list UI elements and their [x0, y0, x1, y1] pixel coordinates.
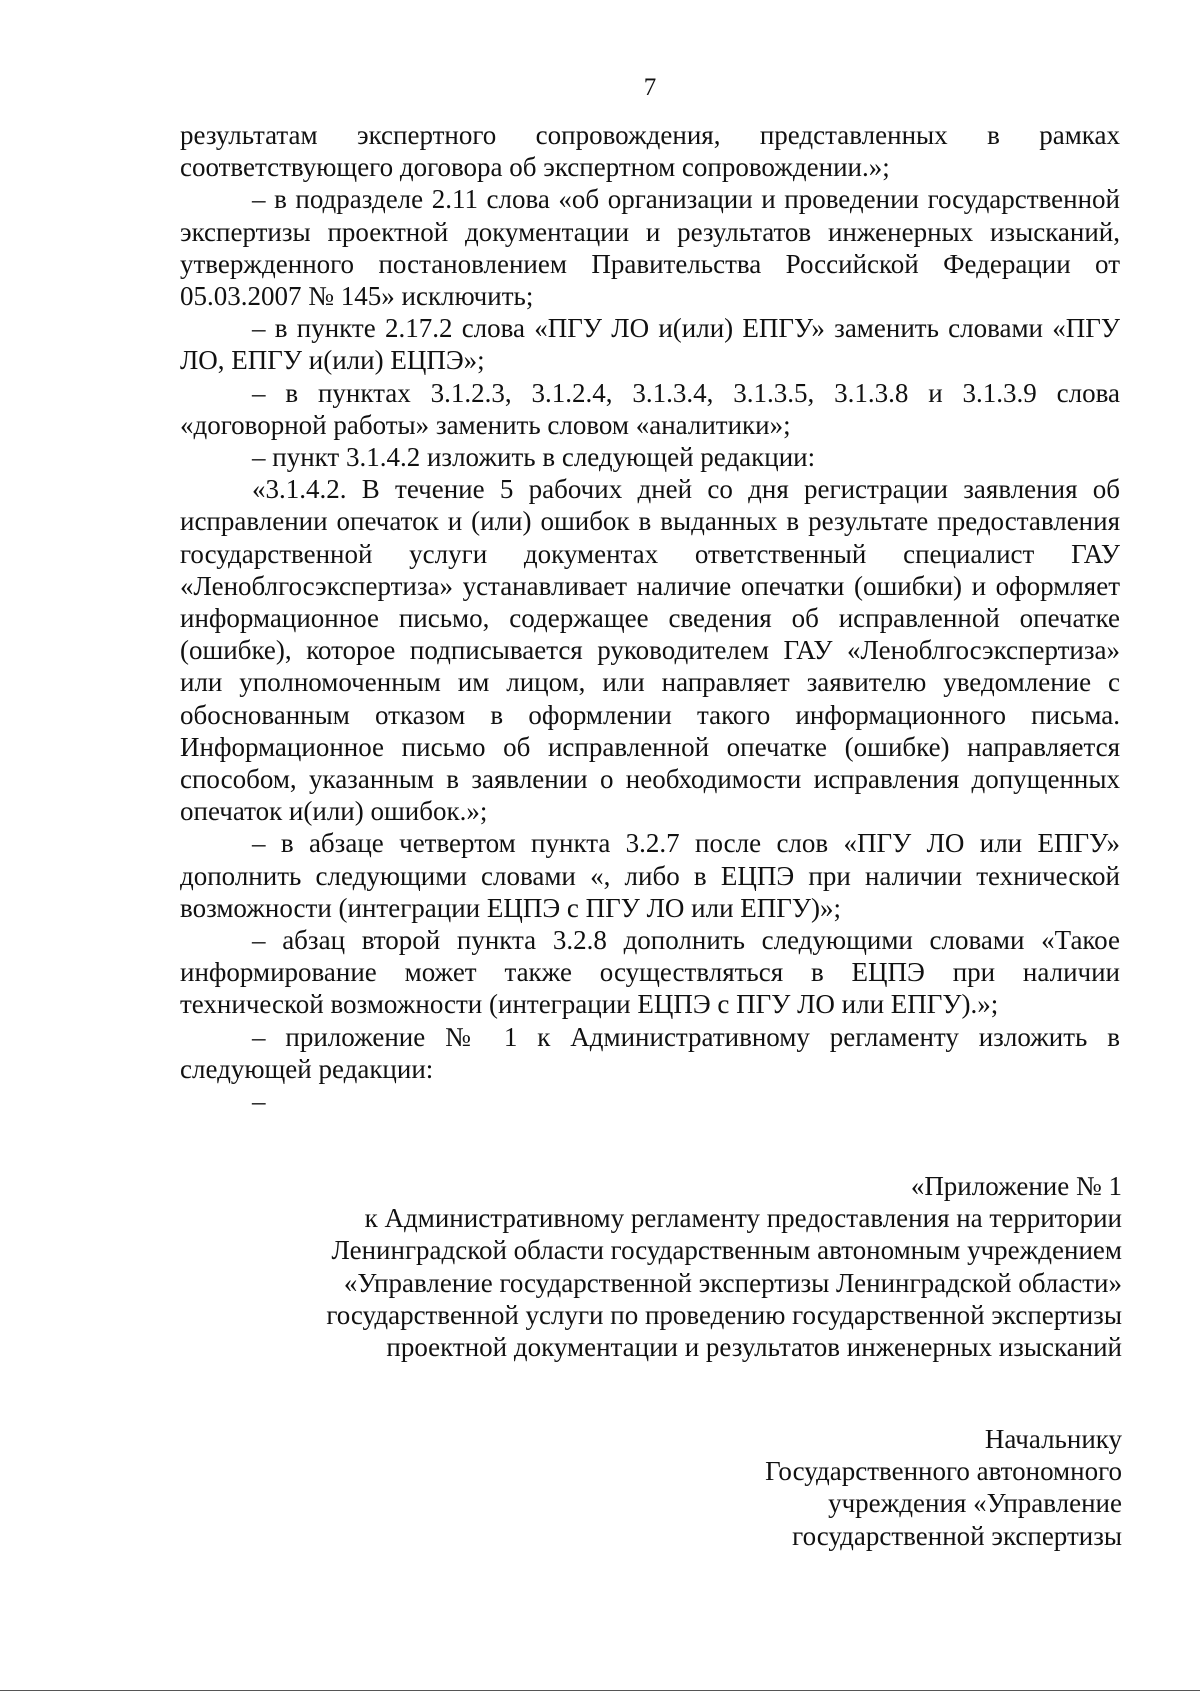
paragraph: «3.1.4.2. В течение 5 рабочих дней со дня регистрации заявления об исправлении опечаток и (или) ошибок в выданных в результате предоставления государственной услуги документах ответственный специалист ГАУ «Леноблгосэкспертиза» устанавливает наличие опечатки (ошибки) и оформляет информационное письмо, содержащее сведения об исправленной опечатке (ошибке), которое подписывается руководителем ГАУ «Леноблгосэкспертиза» или уполномоченным им лицом, или направляет заявителю уведомление с обоснованным отказом в оформлении такого информационного письма. Информационное письмо об исправленной опечатке (ошибке) направляется способом, указанным в заявлении о необходимости исправления допущенных опечаток и(или) ошибок.»; [180, 474, 1120, 827]
appendix-line: Ленинградской области государственным автономным учреждением [331, 1235, 1122, 1266]
paragraph: – в пунктах 3.1.2.3, 3.1.2.4, 3.1.3.4, 3.1.3.5, 3.1.3.8 и 3.1.3.9 слова «договорной работы» заменить словом «аналитики»; [180, 377, 1120, 440]
appendix-line: к Административному регламенту предоставления на территории [364, 1203, 1122, 1234]
paragraph: – в пункте 2.17.2 слова «ПГУ ЛО и(или) ЕПГУ» заменить словами «ПГУ ЛО, ЕПГУ и(или) ЕЦПЭ»; [180, 313, 1120, 376]
appendix-line: «Приложение № 1 [910, 1171, 1122, 1201]
paragraph: – пункт 3.1.4.2 изложить в следующей редакции: [252, 442, 816, 473]
dash-line: – [252, 1086, 266, 1117]
addressee-line: учреждения «Управление [828, 1488, 1122, 1519]
paragraph: – в абзаце четвертом пункта 3.2.7 после слов «ПГУ ЛО или ЕПГУ» дополнить следующими словами «, либо в ЕЦПЭ при наличии технической возможности (интеграции ЕЦПЭ с ПГУ ЛО или ЕПГУ)»; [180, 828, 1120, 923]
paragraph: – приложение № 1 к Административному регламенту изложить в следующей редакции: [180, 1021, 1120, 1084]
addressee-line: Государственного автономного [765, 1456, 1122, 1487]
paragraph: – абзац второй пункта 3.2.8 дополнить следующими словами «Такое информирование может также осуществляться в ЕЦПЭ при наличии технической возможности (интеграции ЕЦПЭ с ПГУ ЛО или ЕПГУ).»; [180, 925, 1120, 1020]
addressee-line: Начальнику [984, 1424, 1122, 1454]
appendix-heading [122, 1170, 1122, 1363]
appendix-line: проектной документации и результатов инженерных изысканий [386, 1332, 1122, 1363]
document-body [180, 119, 1120, 1125]
page-number: 7 [643, 74, 657, 101]
paragraph: – в подразделе 2.11 слова «об организации и проведении государственной экспертизы проектной документации и результатов инженерных изысканий, утвержденного постановлением Правительства Российской Федерации от 05.03.2007 № 145» исключить; [180, 184, 1120, 312]
paragraph: результатам экспертного сопровождения, представленных в рамках соответствующего договора об экспертном сопровождении.»; [180, 120, 1120, 183]
addressee-block [522, 1423, 1122, 1552]
appendix-line: «Управление государственной экспертизы Ленинградской области» [343, 1267, 1122, 1298]
appendix-line: государственной услуги по проведению государственной экспертизы [326, 1299, 1122, 1330]
scan-edge-line [0, 1690, 1200, 1691]
addressee-line: государственной экспертизы [792, 1520, 1122, 1551]
